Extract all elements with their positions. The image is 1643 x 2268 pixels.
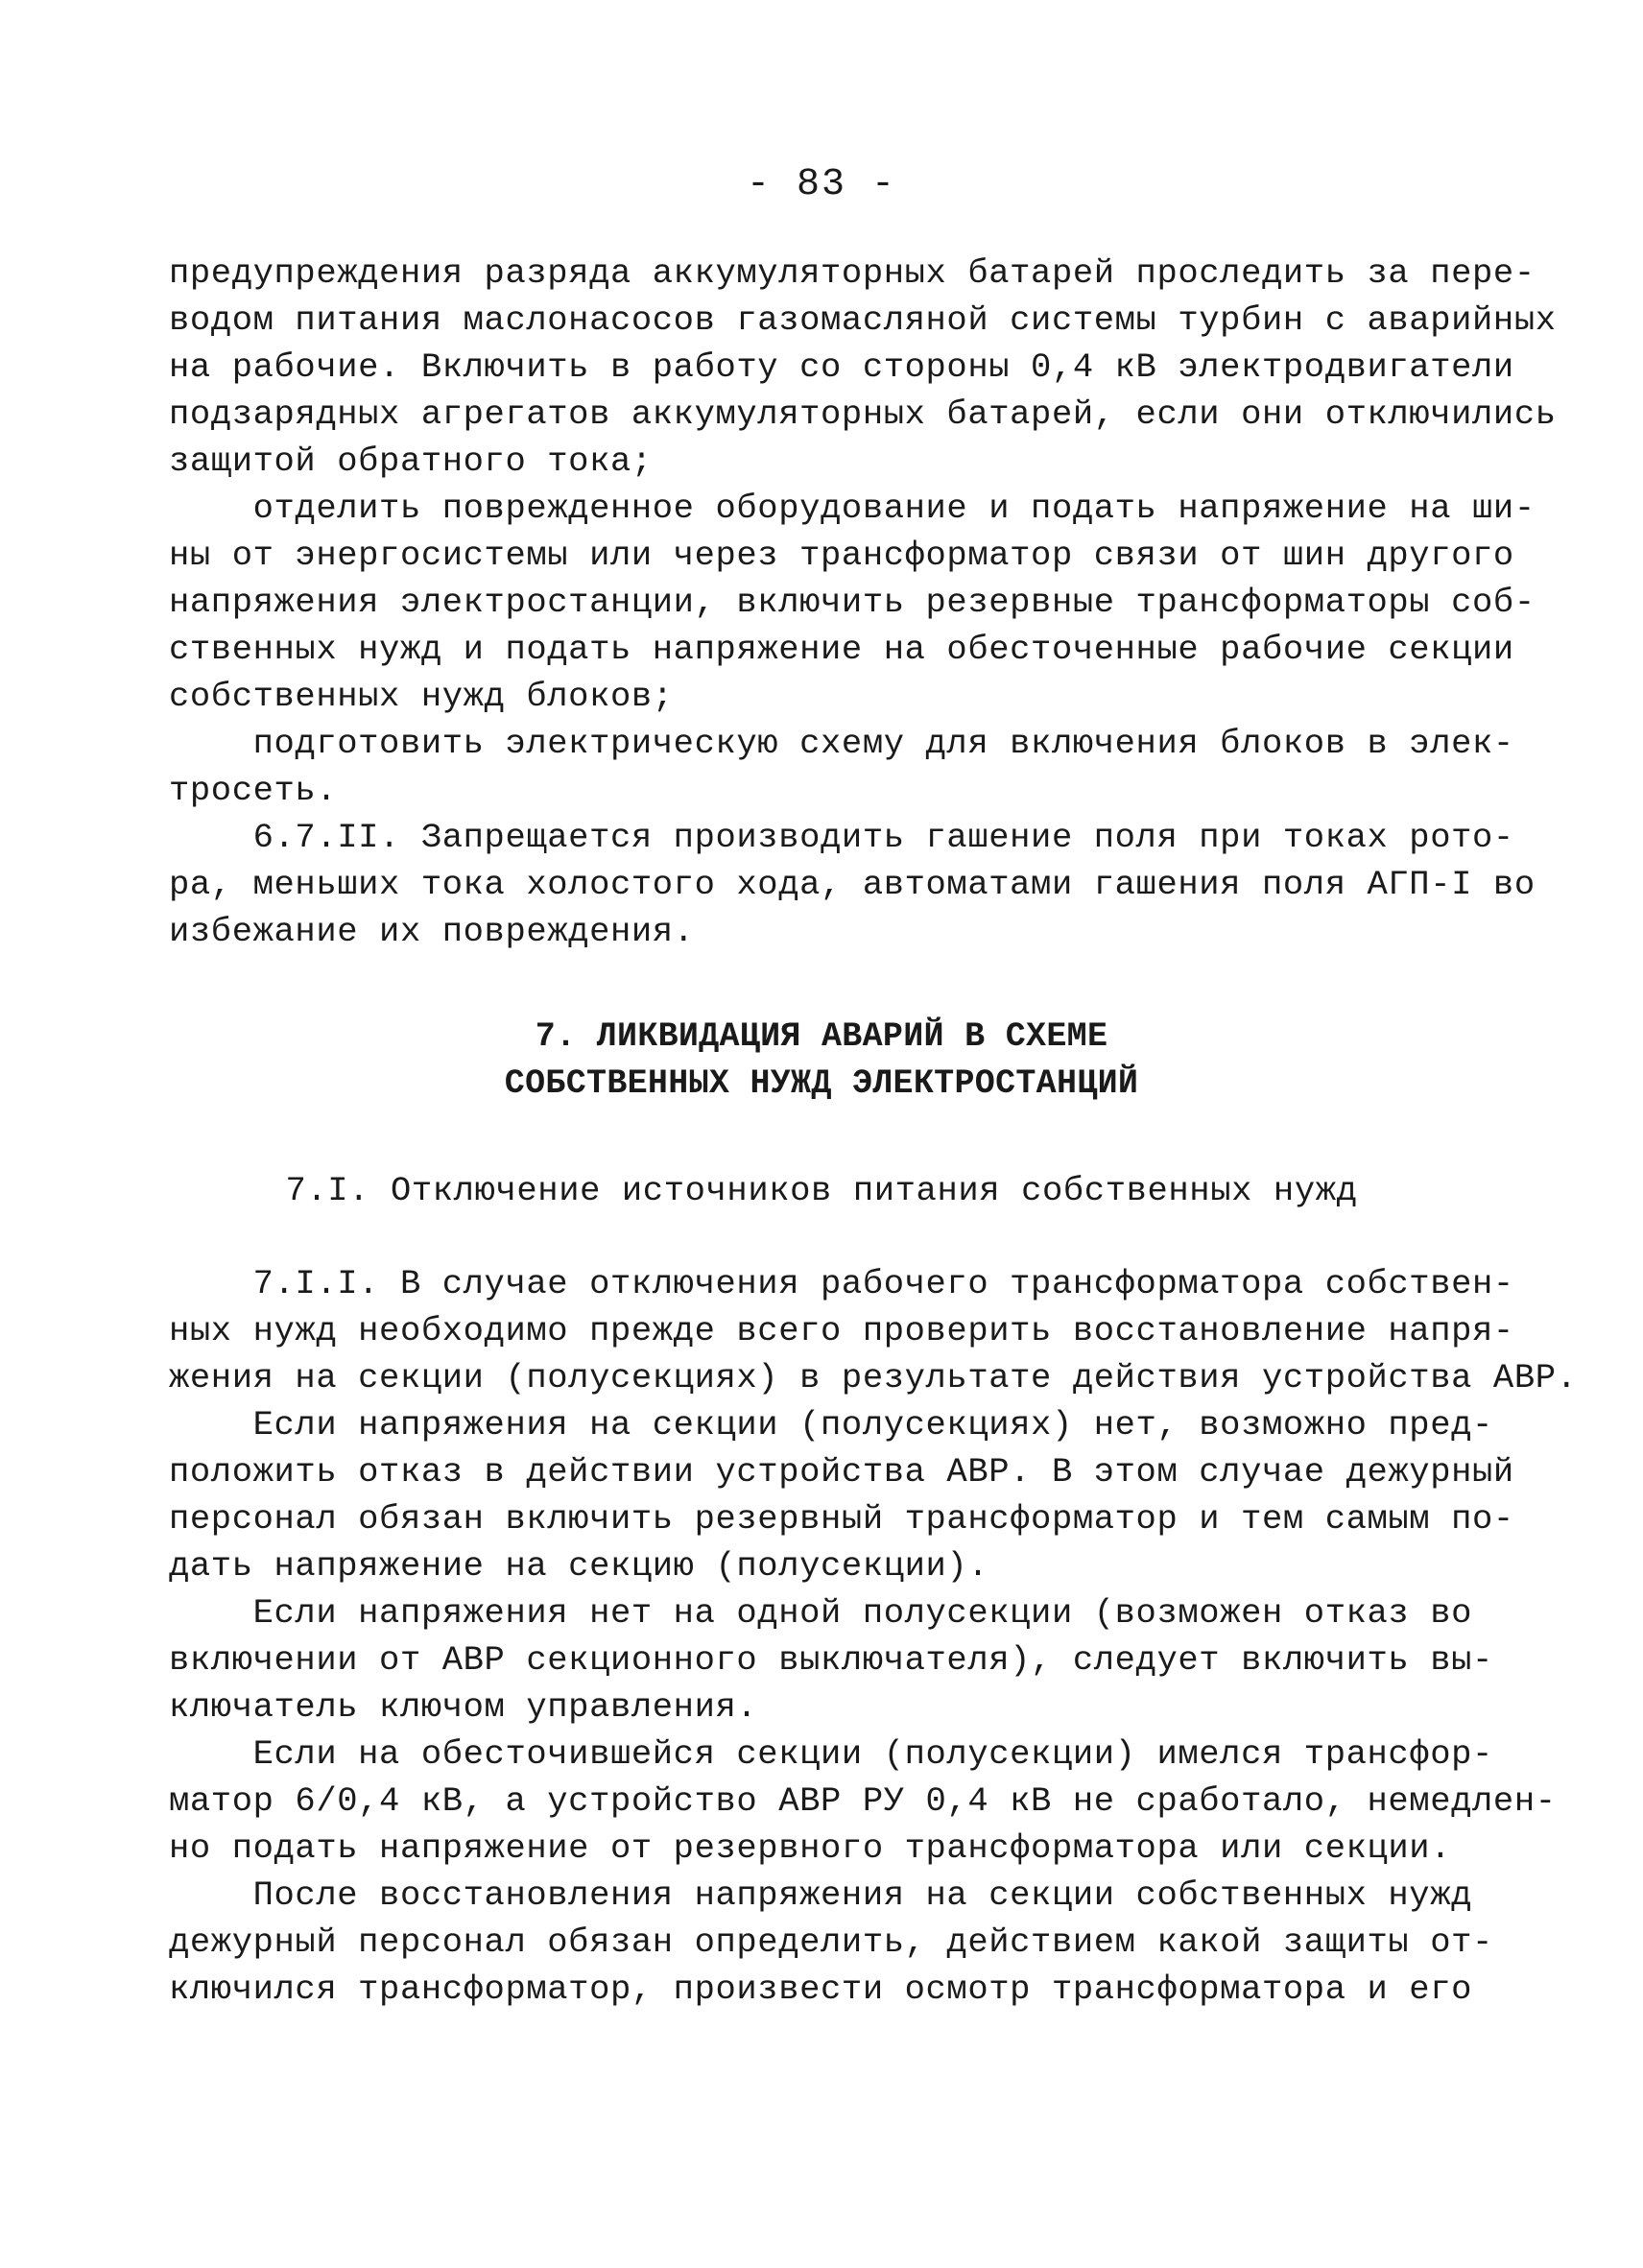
text-line: но подать напряжение от резервного трансформатора или секции. bbox=[169, 1828, 1452, 1868]
text-line: ных нужд необходимо прежде всего проверить восстановление напря- bbox=[169, 1311, 1514, 1350]
text-line: матор 6/0,4 кВ, а устройство АВР РУ 0,4 кВ не сработало, немедлен- bbox=[169, 1781, 1557, 1821]
text-line: положить отказ в действии устройства АВР. В этом случае дежурный bbox=[169, 1452, 1514, 1492]
text-line: Если на обесточившейся секции (полусекции) имелся трансфор- bbox=[169, 1734, 1493, 1774]
text-line: защитой обратного тока; bbox=[169, 442, 653, 481]
text-line: дать напряжение на секцию (полусекции). bbox=[169, 1546, 989, 1586]
text-line: водом питания маслонасосов газомасляной системы турбин с аварийных bbox=[169, 300, 1557, 340]
text-line: 7.I.I. В случае отключения рабочего трансформатора собствен- bbox=[169, 1264, 1514, 1303]
text-line: После восстановления напряжения на секции собственных нужд bbox=[169, 1875, 1473, 1915]
text-line: жения на секции (полусекциях) в результате действия устройства АВР. bbox=[169, 1358, 1578, 1397]
body-text-block-2 bbox=[169, 1260, 1578, 2013]
section-heading-line-1: 7. ЛИКВИДАЦИЯ АВАРИЙ В СХЕМЕ bbox=[535, 1017, 1108, 1056]
text-line: ключился трансформатор, произвести осмотр трансформатора и его bbox=[169, 1970, 1473, 2009]
text-line: тросеть. bbox=[169, 771, 338, 810]
text-line: ключатель ключом управления. bbox=[169, 1687, 758, 1727]
text-line: ственных нужд и подать напряжение на обесточенные рабочие секции bbox=[169, 630, 1514, 669]
section-heading bbox=[0, 1013, 1643, 1107]
text-line: подзарядных агрегатов аккумуляторных батарей, если они отключились bbox=[169, 394, 1557, 434]
text-line: подготовить электрическую схему для включения блоков в элек- bbox=[169, 724, 1514, 763]
text-line: на рабочие. Включить в работу со стороны 0,4 кВ электродвигатели bbox=[169, 347, 1514, 387]
text-line: предупреждения разряда аккумуляторных батарей проследить за пере- bbox=[169, 253, 1536, 293]
text-line: ра, меньших тока холостого хода, автоматами гашения поля АГП-I во bbox=[169, 865, 1536, 904]
text-line: дежурный персонал обязан определить, действием какой защиты от- bbox=[169, 1922, 1493, 1962]
text-line: напряжения электростанции, включить резервные трансформаторы соб- bbox=[169, 583, 1536, 622]
text-line: Если напряжения нет на одной полусекции (возможен отказ во bbox=[169, 1593, 1473, 1633]
text-line: персонал обязан включить резервный трансформатор и тем самым по- bbox=[169, 1499, 1514, 1539]
body-text-block-1 bbox=[169, 250, 1557, 955]
subsection-heading: 7.I. Отключение источников питания собственных нужд bbox=[285, 1171, 1358, 1210]
text-line: Если напряжения на секции (полусекциях) нет, возможно пред- bbox=[169, 1405, 1493, 1444]
text-line: 6.7.II. Запрещается производить гашение поля при токах рото- bbox=[169, 818, 1514, 857]
text-line: включении от АВР секционного выключателя), следует включить вы- bbox=[169, 1640, 1493, 1680]
page-number: - 83 - bbox=[746, 163, 897, 206]
text-line: избежание их повреждения. bbox=[169, 912, 695, 951]
section-heading-line-2: СОБСТВЕННЫХ НУЖД ЭЛЕКТРОСТАНЦИЙ bbox=[504, 1064, 1139, 1103]
text-line: ны от энергосистемы или через трансформатор связи от шин другого bbox=[169, 536, 1514, 575]
text-line: отделить поврежденное оборудование и подать напряжение на ши- bbox=[169, 489, 1536, 528]
text-line: собственных нужд блоков; bbox=[169, 677, 674, 716]
